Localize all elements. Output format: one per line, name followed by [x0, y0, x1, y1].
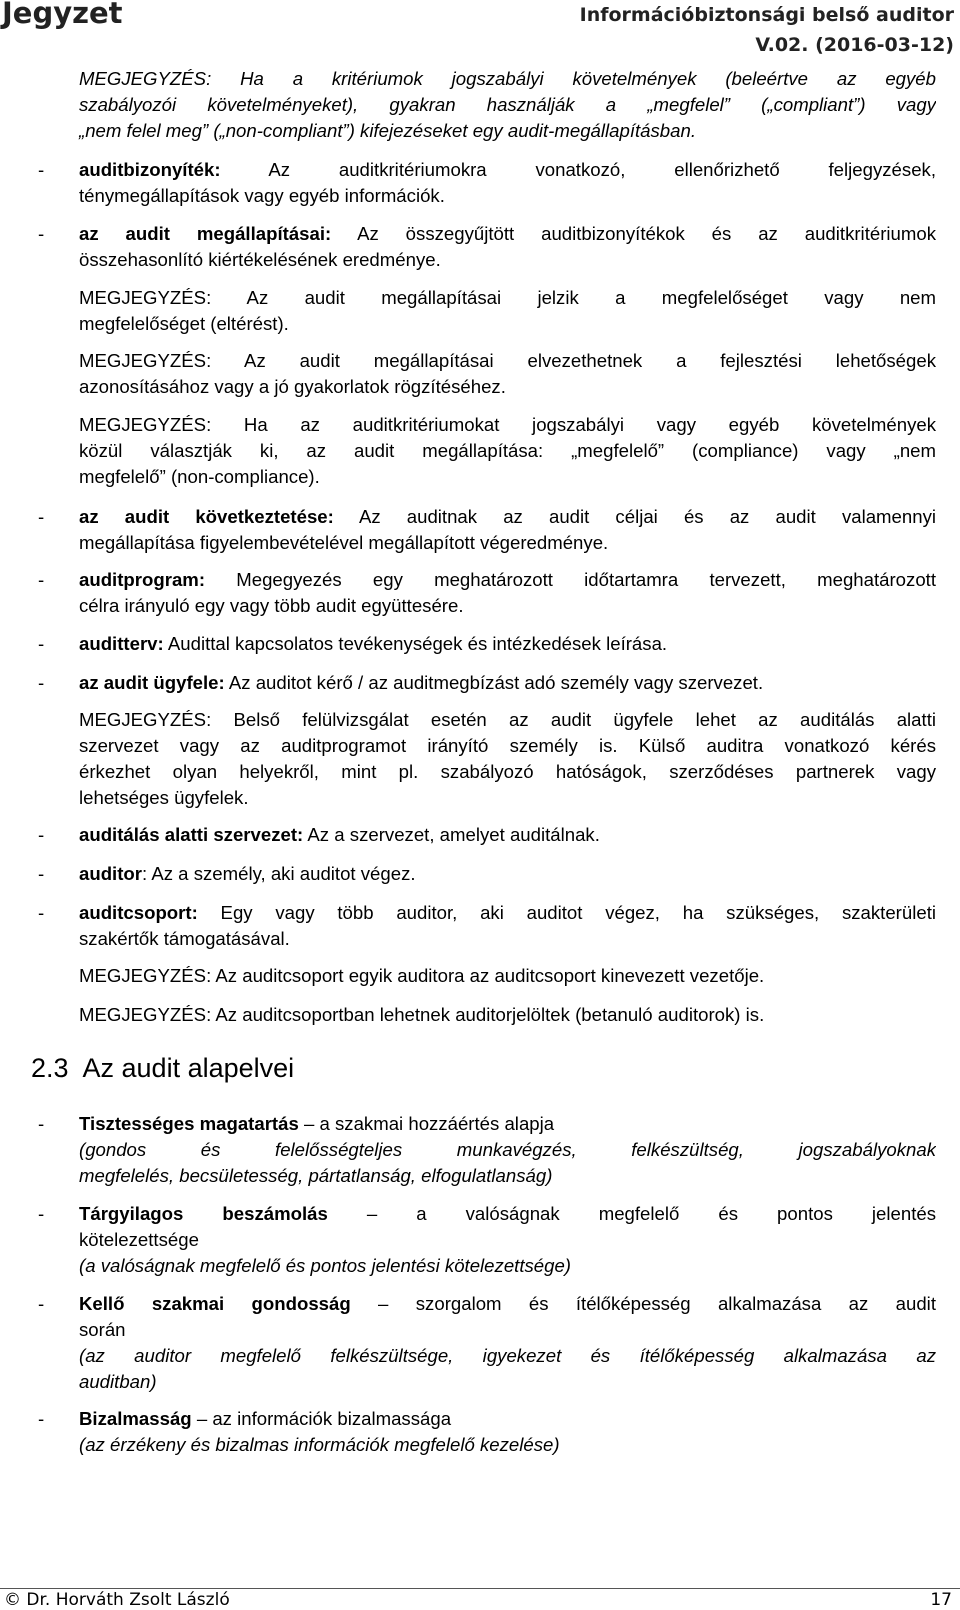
definition-line [79, 504, 936, 530]
note-line: szervezet vagy az auditprogramot irányító személy is. Külső auditra vonatkozó kérés [79, 735, 936, 756]
note-line: MEGJEGYZÉS: Ha az auditkritériumokat jogszabályi vagy egyéb követelmények [79, 414, 936, 435]
principle-detail: auditban) [79, 1371, 157, 1392]
footer-copyright: © Dr. Horváth Zsolt László [4, 1590, 230, 1610]
principle-line [79, 1291, 936, 1317]
note-compliance [79, 66, 936, 144]
definition-line: célra irányuló egy vagy több audit együttesére. [79, 595, 464, 616]
principle-text: – a szakmai hozzáértés alapja [298, 1113, 555, 1134]
definition-term: auditor [79, 863, 143, 884]
section-heading [31, 1051, 294, 1085]
principle-detail: (az auditor megfelelő felkészültsége, igyekezet és ítélőképesség alkalmazása az [79, 1345, 936, 1366]
note-auditorjeloltek [79, 1002, 936, 1028]
principle-text: – szorgalom és ítélőképesség alkalmazása az audit [350, 1293, 936, 1314]
principle-line [79, 1406, 936, 1432]
note-line: azonosításához vagy a jó gyakorlatok rögzítéséhez. [79, 376, 506, 397]
principle-term: Tisztességes magatartás [79, 1113, 299, 1134]
principle-text: – az információk bizalmassága [191, 1408, 452, 1429]
note-line: MEGJEGYZÉS: Belső felülvizsgálat esetén az audit ügyfele lehet az auditálás alatti [79, 709, 936, 730]
note-jogszabalyi [79, 412, 936, 490]
principle-kello [79, 1291, 936, 1395]
page-header [0, 0, 960, 64]
note-line: szabályozói követelményeket), gyakran használják a „megfelel” („compliant”) vagy [79, 94, 936, 115]
note-line: közül választják ki, az audit megállapítása: „megfelelő” (compliance) vagy „nem [79, 440, 936, 461]
section-title: Az audit alapelvei [82, 1053, 295, 1083]
section-number: 2.3 [31, 1053, 69, 1083]
principle-targyilagos [79, 1201, 936, 1279]
definition-text: Az auditnak az audit céljai és az audit valamennyi [333, 506, 936, 527]
definition-text: Az a szervezet, amelyet auditálnak. [303, 824, 600, 845]
principle-line: kötelezettsége [79, 1229, 199, 1250]
definition-line: szakértők támogatásával. [79, 928, 290, 949]
definition-term: auditprogram: [79, 569, 206, 590]
note-line: érkezhet olyan helyekről, mint pl. szabályozó hatóságok, szerződéses partnerek vagy [79, 761, 936, 782]
principle-term: Bizalmasság [79, 1408, 192, 1429]
definition-text: Az összegyűjtött auditbizonyítékok és az auditkritériumok [331, 223, 936, 244]
definition-kovetkeztetes [79, 504, 936, 556]
principle-term: Kellő szakmai gondosság [79, 1293, 351, 1314]
definition-line [79, 822, 936, 848]
definition-term: auditcsoport: [79, 902, 198, 923]
header-subtitle: Információbiztonsági belső auditor [579, 4, 954, 26]
definition-line [79, 900, 936, 926]
definition-auditor [79, 861, 936, 887]
definition-auditcsoport [79, 900, 936, 952]
definition-text: : Az a személy, aki auditot végez. [142, 863, 416, 884]
principle-line [79, 1111, 936, 1137]
definition-auditprogram [79, 567, 936, 619]
note-line: MEGJEGYZÉS: Az auditcsoportban lehetnek auditorjelöltek (betanuló auditorok) is. [79, 1004, 765, 1025]
principle-term: Tárgyilagos beszámolás [79, 1203, 328, 1224]
definition-auditalas [79, 822, 936, 848]
footer-divider [0, 1588, 960, 1589]
page-number: 17 [930, 1590, 952, 1610]
definition-megallapitasai [79, 221, 936, 273]
definition-term: az audit megállapításai: [79, 223, 332, 244]
note-line: megfelelőséget (eltérést). [79, 313, 289, 334]
definition-line [79, 861, 936, 887]
note-line: MEGJEGYZÉS: Az audit megállapításai elvezethetnek a fejlesztési lehetőségek [79, 350, 936, 371]
note-line: MEGJEGYZÉS: Az audit megállapításai jelzik a megfelelőséget vagy nem [79, 287, 936, 308]
principle-bizalmassag [79, 1406, 936, 1458]
definition-line [79, 631, 936, 657]
definition-term: auditálás alatti szervezet: [79, 824, 304, 845]
note-fejlesztes [79, 348, 936, 400]
definition-line [79, 567, 936, 593]
principle-line: során [79, 1319, 126, 1340]
definition-text: Egy vagy több auditor, aki auditot végez, ha szükséges, szakterületi [197, 902, 936, 923]
header-title: Jegyzet [2, 0, 123, 30]
note-line: „nem felel meg” („non-compliant”) kifejezéseket egy audit-megállapításban. [79, 120, 696, 141]
definition-line [79, 157, 936, 183]
definition-text: Megegyezés egy meghatározott időtartamra tervezett, meghatározott [205, 569, 936, 590]
note-line: MEGJEGYZÉS: Ha a kritériumok jogszabályi követelmények (beleértve az egyéb [79, 68, 936, 89]
definition-text: Az auditot kérő / az auditmegbízást adó személy vagy szervezet. [224, 672, 764, 693]
definition-line [79, 221, 936, 247]
definition-ugyfele [79, 670, 936, 696]
principle-detail: (a valóságnak megfelelő és pontos jelentési kötelezettsége) [79, 1255, 571, 1276]
definition-auditbizonyitek [79, 157, 936, 209]
definition-line: ténymegállapítások vagy egyéb információk. [79, 185, 445, 206]
note-megfeleloseg [79, 285, 936, 337]
principle-detail: megfelelés, becsületesség, pártatlanság, elfogulatlanság) [79, 1165, 553, 1186]
definition-term: auditbizonyíték: [79, 159, 221, 180]
definition-term: auditterv: [79, 633, 164, 654]
definition-term: az audit ügyfele: [79, 672, 225, 693]
definition-auditterv [79, 631, 936, 657]
principle-detail: (gondos és felelősségteljes munkavégzés, felkészültség, jogszabályoknak [79, 1139, 936, 1160]
note-ugyfel [79, 707, 936, 811]
principle-detail: (az érzékeny és bizalmas információk megfelelő kezelése) [79, 1434, 560, 1455]
definition-line: megállapítása figyelembevételével megállapított végeredménye. [79, 532, 609, 553]
note-line: megfelelő” (non-compliance). [79, 466, 320, 487]
note-vezeto [79, 963, 936, 989]
definition-line [79, 670, 936, 696]
definition-text: Audittal kapcsolatos tevékenységek és intézkedések leírása. [163, 633, 668, 654]
principle-text: – a valóságnak megfelelő és pontos jelentés [327, 1203, 936, 1224]
definition-line: összehasonlító kiértékelésének eredménye. [79, 249, 441, 270]
definition-term: az audit következtetése: [79, 506, 334, 527]
principle-tisztesseges [79, 1111, 936, 1189]
header-version: V.02. (2016-03-12) [755, 34, 954, 56]
note-line: lehetséges ügyfelek. [79, 787, 249, 808]
principle-line [79, 1201, 936, 1227]
definition-text: Az auditkritériumokra vonatkozó, ellenőrizhető feljegyzések, [220, 159, 936, 180]
note-line: MEGJEGYZÉS: Az auditcsoport egyik auditora az auditcsoport kinevezett vezetője. [79, 965, 765, 986]
